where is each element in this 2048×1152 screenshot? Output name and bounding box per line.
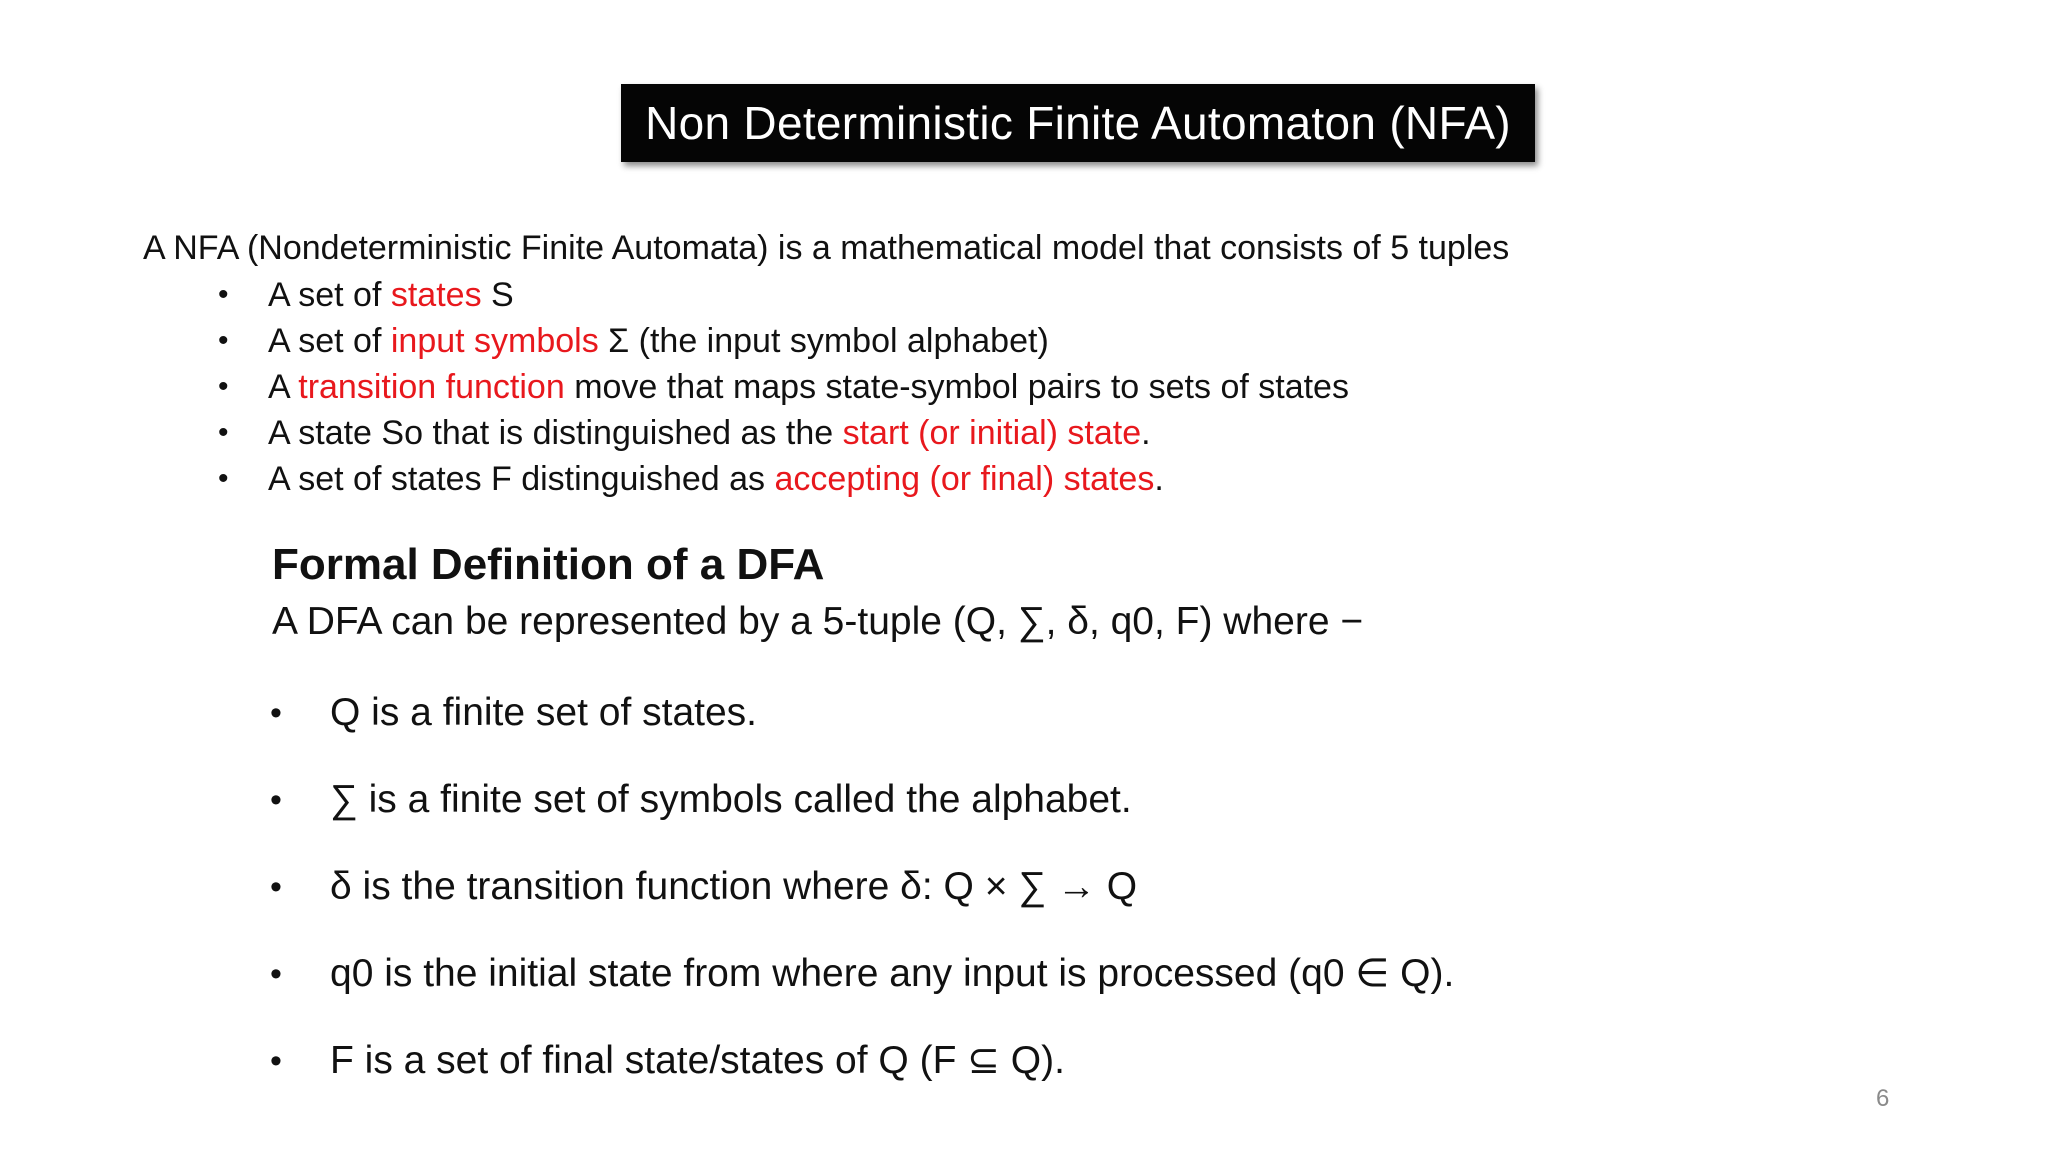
- list-item: [218, 318, 1349, 364]
- bullet-icon: •: [218, 416, 229, 449]
- bullet-icon: •: [270, 955, 282, 993]
- item-text: [268, 272, 514, 318]
- bullet-icon: •: [218, 370, 229, 403]
- item-highlight: input symbols: [390, 322, 599, 360]
- item-text-before: A set of: [268, 322, 391, 360]
- item-text: ∑ is a finite set of symbols called the alphabet.: [330, 778, 1132, 821]
- list-item: [270, 775, 1454, 862]
- item-text-before: A state So that is distinguished as the: [268, 414, 843, 452]
- item-text-before: A set of states F distinguished as: [268, 460, 775, 498]
- item-text-after: .: [1141, 414, 1151, 452]
- bullet-icon: •: [270, 868, 282, 906]
- bullet-icon: •: [218, 324, 229, 357]
- item-text-after: Σ (the input symbol alphabet): [598, 322, 1049, 360]
- nfa-tuple-list: [218, 272, 1349, 502]
- item-text: [268, 410, 1151, 456]
- dfa-intro: A DFA can be represented by a 5-tuple (Q, ∑, δ, q0, F) where −: [272, 600, 1364, 643]
- item-text: F is a set of final state/states of Q (F ⊆ Q).: [330, 1039, 1065, 1082]
- bullet-icon: •: [270, 1042, 282, 1080]
- item-text: δ is the transition function where δ: Q × ∑ → Q: [330, 865, 1138, 908]
- bullet-icon: •: [218, 462, 229, 495]
- item-highlight: states: [390, 276, 482, 314]
- slide-title: Non Deterministic Finite Automaton (NFA): [645, 97, 1511, 149]
- item-text-after: S: [481, 276, 514, 314]
- item-text: [268, 318, 1049, 364]
- item-highlight: accepting (or final) states: [774, 460, 1155, 498]
- list-item: [218, 364, 1349, 410]
- item-highlight: start (or initial) state: [842, 414, 1142, 452]
- list-item: [270, 949, 1454, 1036]
- dfa-heading: Formal Definition of a DFA: [272, 540, 825, 589]
- bullet-icon: •: [270, 694, 282, 732]
- item-text: Q is a finite set of states.: [330, 691, 758, 734]
- list-item: [218, 456, 1349, 502]
- list-item: [218, 410, 1349, 456]
- page-number: 6: [1876, 1085, 1890, 1112]
- nfa-intro: A NFA (Nondeterministic Finite Automata) is a mathematical model that consists of 5 tuples: [143, 229, 1510, 267]
- list-item: [270, 1036, 1454, 1123]
- item-text-after: move that maps state-symbol pairs to sets of states: [564, 368, 1349, 406]
- item-text-before: A: [268, 368, 299, 406]
- item-highlight: transition function: [298, 368, 565, 406]
- slide-title-box: [621, 84, 1535, 162]
- bullet-icon: •: [270, 781, 282, 819]
- item-text: [268, 364, 1349, 410]
- item-text-after: .: [1154, 460, 1164, 498]
- item-text-before: A set of: [268, 276, 391, 314]
- list-item: [270, 688, 1454, 775]
- item-text: q0 is the initial state from where any input is processed (q0 ∈ Q).: [330, 952, 1455, 995]
- list-item: [218, 272, 1349, 318]
- item-text: [268, 456, 1164, 502]
- dfa-tuple-list: [270, 688, 1454, 1123]
- bullet-icon: •: [218, 278, 229, 311]
- list-item: [270, 862, 1454, 949]
